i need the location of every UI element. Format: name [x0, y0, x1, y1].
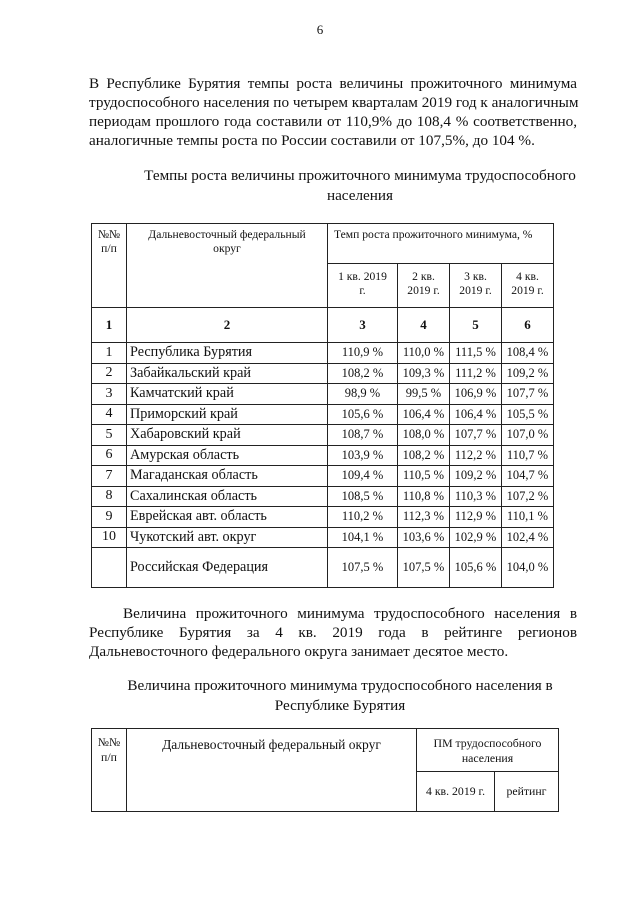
column-number: 3	[328, 308, 398, 343]
table-row	[92, 363, 554, 384]
row-name: Забайкальский край	[127, 363, 328, 384]
header-q4: 4 кв. 2019 г.	[502, 264, 554, 308]
row-name: Республика Бурятия	[127, 343, 328, 364]
row-q3: 111,2 %	[450, 363, 502, 384]
intro-paragraph	[89, 74, 577, 150]
row-q4: 107,0 %	[502, 425, 554, 446]
header-q2: 2 кв. 2019 г.	[398, 264, 450, 308]
row-name: Сахалинская область	[127, 486, 328, 507]
row-q3: 110,3 %	[450, 486, 502, 507]
table2-title	[120, 676, 560, 715]
row-q2: 99,5 %	[398, 384, 450, 405]
row-q1: 110,9 %	[328, 343, 398, 364]
row-name: Приморский край	[127, 404, 328, 425]
column-number: 6	[502, 308, 554, 343]
row-q2: 108,2 %	[398, 445, 450, 466]
row-q2: 108,0 %	[398, 425, 450, 446]
title-line: Величина прожиточного минимума трудоспособного населения в	[127, 677, 553, 694]
row-q2: 110,0 %	[398, 343, 450, 364]
row-number: 1	[92, 343, 127, 364]
row-number: 10	[92, 527, 127, 548]
title-line: Темпы роста величины прожиточного минимума трудоспособного	[144, 167, 576, 184]
row-number: 6	[92, 445, 127, 466]
row-q1: 104,1 %	[328, 527, 398, 548]
row-number: 4	[92, 404, 127, 425]
row-q4: 107,7 %	[502, 384, 554, 405]
row-q2: 109,3 %	[398, 363, 450, 384]
row-q2: 110,5 %	[398, 466, 450, 487]
row-q1: 108,5 %	[328, 486, 398, 507]
table-row	[92, 527, 554, 548]
header-q4: 4 кв. 2019 г.	[417, 772, 495, 812]
row-q3: 105,6 %	[450, 548, 502, 588]
row-q4: 105,5 %	[502, 404, 554, 425]
table-row	[92, 445, 554, 466]
row-q3: 112,2 %	[450, 445, 502, 466]
row-number: 7	[92, 466, 127, 487]
row-q3: 106,4 %	[450, 404, 502, 425]
row-q4: 110,7 %	[502, 445, 554, 466]
header-district: Дальневосточный федеральный округ	[127, 729, 417, 812]
table-row	[92, 404, 554, 425]
table-row	[92, 466, 554, 487]
row-q1: 103,9 %	[328, 445, 398, 466]
row-number: 5	[92, 425, 127, 446]
paragraph-line: В Республике Бурятия темпы роста величины прожиточного минимума	[89, 75, 577, 92]
table-row	[92, 384, 554, 405]
table1-title	[120, 166, 600, 205]
row-name: Амурская область	[127, 445, 328, 466]
row-number: 3	[92, 384, 127, 405]
row-name: Чукотский авт. округ	[127, 527, 328, 548]
column-number: 2	[127, 308, 328, 343]
row-q3: 111,5 %	[450, 343, 502, 364]
paragraph-line: Величина прожиточного минимума трудоспособного населения в	[123, 605, 577, 622]
row-q2: 106,4 %	[398, 404, 450, 425]
row-q1: 109,4 %	[328, 466, 398, 487]
row-name: Еврейская авт. область	[127, 507, 328, 528]
row-q3: 106,9 %	[450, 384, 502, 405]
paragraph-line: Республике Бурятия за 4 кв. 2019 года в рейтинге регионов	[89, 624, 577, 641]
paragraph-line: Дальневосточного федерального округа занимает десятое место.	[89, 643, 509, 660]
minimum-table	[91, 728, 559, 812]
row-q3: 102,9 %	[450, 527, 502, 548]
row-q1: 110,2 %	[328, 507, 398, 528]
paragraph-line: трудоспособного населения по четырем кварталам 2019 год к аналогичным	[89, 94, 579, 111]
row-number: 9	[92, 507, 127, 528]
row-name: Хабаровский край	[127, 425, 328, 446]
growth-rate-table	[91, 223, 554, 588]
column-number: 1	[92, 308, 127, 343]
table-row	[92, 425, 554, 446]
row-name: Камчатский край	[127, 384, 328, 405]
table-row	[92, 507, 554, 528]
row-q1: 108,7 %	[328, 425, 398, 446]
title-line: населения	[326, 186, 394, 204]
table-row	[92, 486, 554, 507]
header-no: №№ п/п	[92, 729, 127, 812]
header-pm: ПМ трудоспособного населения	[417, 729, 559, 772]
page-number: 6	[316, 22, 324, 37]
header-rating: рейтинг	[495, 772, 559, 812]
header-growth: Темп роста прожиточного минимума, %	[328, 224, 554, 264]
row-q1: 98,9 %	[328, 384, 398, 405]
header-no: №№ п/п	[92, 224, 127, 308]
row-q4: 104,7 %	[502, 466, 554, 487]
row-q2: 110,8 %	[398, 486, 450, 507]
row-q1: 105,6 %	[328, 404, 398, 425]
row-q3: 109,2 %	[450, 466, 502, 487]
row-q4: 108,4 %	[502, 343, 554, 364]
table-row	[92, 343, 554, 364]
row-q1: 107,5 %	[328, 548, 398, 588]
rating-paragraph	[89, 604, 577, 661]
row-name: Российская Федерация	[127, 548, 328, 588]
row-q4: 104,0 %	[502, 548, 554, 588]
row-q4: 102,4 %	[502, 527, 554, 548]
paragraph-line: аналогичные темпы роста по России составили от 107,5%, до 104 %.	[89, 132, 535, 149]
row-q2: 107,5 %	[398, 548, 450, 588]
column-number: 4	[398, 308, 450, 343]
row-number: 8	[92, 486, 127, 507]
row-q3: 107,7 %	[450, 425, 502, 446]
column-number: 5	[450, 308, 502, 343]
title-line: Республике Бурятия	[274, 696, 406, 714]
row-q3: 112,9 %	[450, 507, 502, 528]
paragraph-line: периодам прошлого года составили от 110,9% до 108,4 % соответственно,	[89, 113, 577, 130]
row-q4: 109,2 %	[502, 363, 554, 384]
table-cell	[92, 548, 127, 588]
row-number: 2	[92, 363, 127, 384]
row-q4: 107,2 %	[502, 486, 554, 507]
row-q2: 112,3 %	[398, 507, 450, 528]
row-q1: 108,2 %	[328, 363, 398, 384]
header-q1: 1 кв. 2019 г.	[328, 264, 398, 308]
row-q4: 110,1 %	[502, 507, 554, 528]
header-district: Дальневосточный федеральный округ	[127, 224, 328, 308]
row-name: Магаданская область	[127, 466, 328, 487]
header-q3: 3 кв. 2019 г.	[450, 264, 502, 308]
row-q2: 103,6 %	[398, 527, 450, 548]
